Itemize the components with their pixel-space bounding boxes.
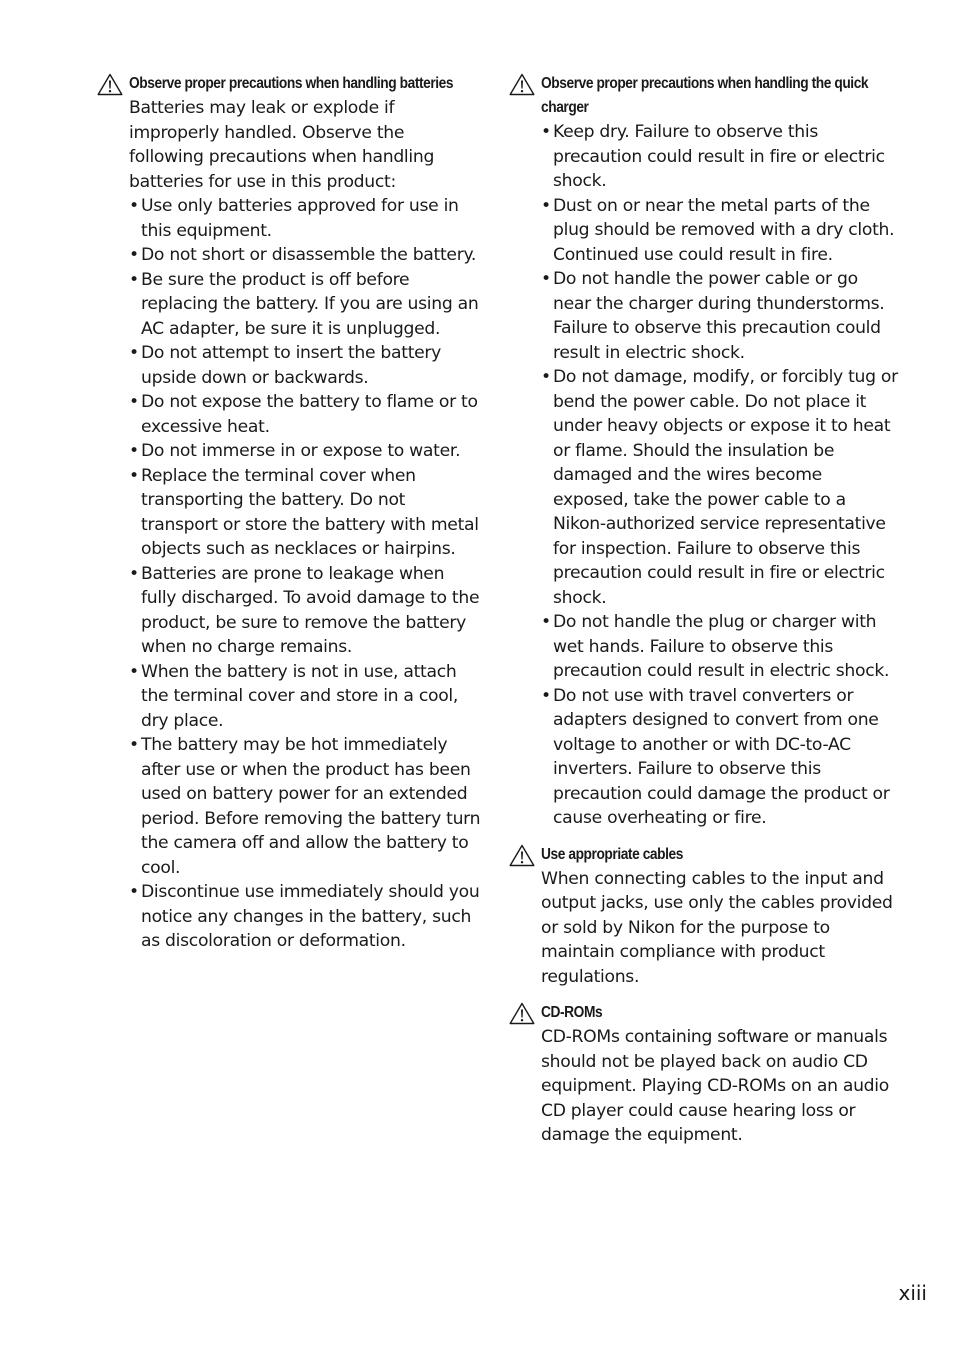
list-item: • Do not short or disassemble the battery.	[129, 243, 482, 268]
list-item: • Do not attempt to insert the battery upside down or backwards.	[129, 341, 482, 390]
list-item: • Do not damage, modify, or forcibly tug or bend the power cable. Do not place it under heavy objects or expose it to heat or flame. Should the insulation be damaged and the wires become exposed, take the power cable to a Nikon-authorized service representative for inspection. Failure to observe this precaution could result in fire or electric shock.	[541, 365, 898, 610]
list-item: • Do not immerse in or expose to water.	[129, 439, 482, 464]
list-item: • Use only batteries approved for use in this equipment.	[129, 194, 482, 243]
list-item: • Be sure the product is off before replacing the battery. If you are using an AC adapter, be sure it is unplugged.	[129, 268, 482, 342]
list-item: • Do not handle the plug or charger with wet hands. Failure to observe this precaution could result in electric shock.	[541, 610, 898, 684]
list-item: • The battery may be hot immediately after use or when the product has been used on battery power for an extended period. Before removing the battery turn the camera off and allow the battery to cool.	[129, 733, 482, 880]
section-heading: Observe proper precautions when handling the quick charger	[541, 75, 869, 116]
section-heading: CD-ROMs	[541, 1004, 603, 1021]
list-item: • Keep dry. Failure to observe this precaution could result in fire or electric shock.	[541, 120, 898, 194]
list-item: • When the battery is not in use, attach the terminal cover and store in a cool, dry place.	[129, 660, 482, 734]
warning-icon	[97, 73, 123, 96]
battery-precautions-section	[96, 72, 482, 954]
battery-precautions-list	[129, 194, 482, 954]
page-number: xiii	[898, 1281, 927, 1305]
cables-section	[508, 843, 898, 990]
charger-precautions-list	[541, 120, 898, 831]
list-item: • Batteries are prone to leakage when fully discharged. To avoid damage to the product, be sure to remove the battery when no charge remains.	[129, 562, 482, 660]
warning-icon	[509, 844, 535, 867]
section-body: CD-ROMs containing software or manuals should not be played back on audio CD equipment. Playing CD-ROMs on an audio CD player could cause hearing loss or damage the equipment.	[541, 1027, 889, 1145]
section-heading: Observe proper precautions when handling batteries	[129, 75, 454, 92]
list-item: • Do not handle the power cable or go near the charger during thunderstorms. Failure to observe this precaution could result in electric shock.	[541, 267, 898, 365]
section-intro: Batteries may leak or explode if improperly handled. Observe the following precautions when handling batteries for use in this product:	[129, 98, 435, 192]
charger-precautions-section	[508, 72, 898, 831]
section-body: When connecting cables to the input and output jacks, use only the cables provided or sold by Nikon for the purpose to maintain compliance with product regulations.	[541, 868, 893, 987]
right-column	[508, 72, 898, 1160]
warning-icon	[509, 1002, 535, 1025]
list-item: • Do not use with travel converters or adapters designed to convert from one voltage to another or with DC-to-AC inverters. Failure to observe this precaution could damage the product or cause overheating or fire.	[541, 684, 898, 831]
cd-roms-section	[508, 1001, 898, 1148]
list-item: • Replace the terminal cover when transporting the battery. Do not transport or store the battery with metal objects such as necklaces or hairpins.	[129, 464, 482, 562]
section-heading: Use appropriate cables	[541, 845, 683, 863]
list-item: • Do not expose the battery to flame or to excessive heat.	[129, 390, 482, 439]
warning-icon	[509, 73, 535, 96]
list-item: • Discontinue use immediately should you notice any changes in the battery, such as discoloration or deformation.	[129, 880, 482, 954]
left-column	[96, 72, 482, 966]
list-item: • Dust on or near the metal parts of the plug should be removed with a dry cloth. Continued use could result in fire.	[541, 194, 898, 268]
